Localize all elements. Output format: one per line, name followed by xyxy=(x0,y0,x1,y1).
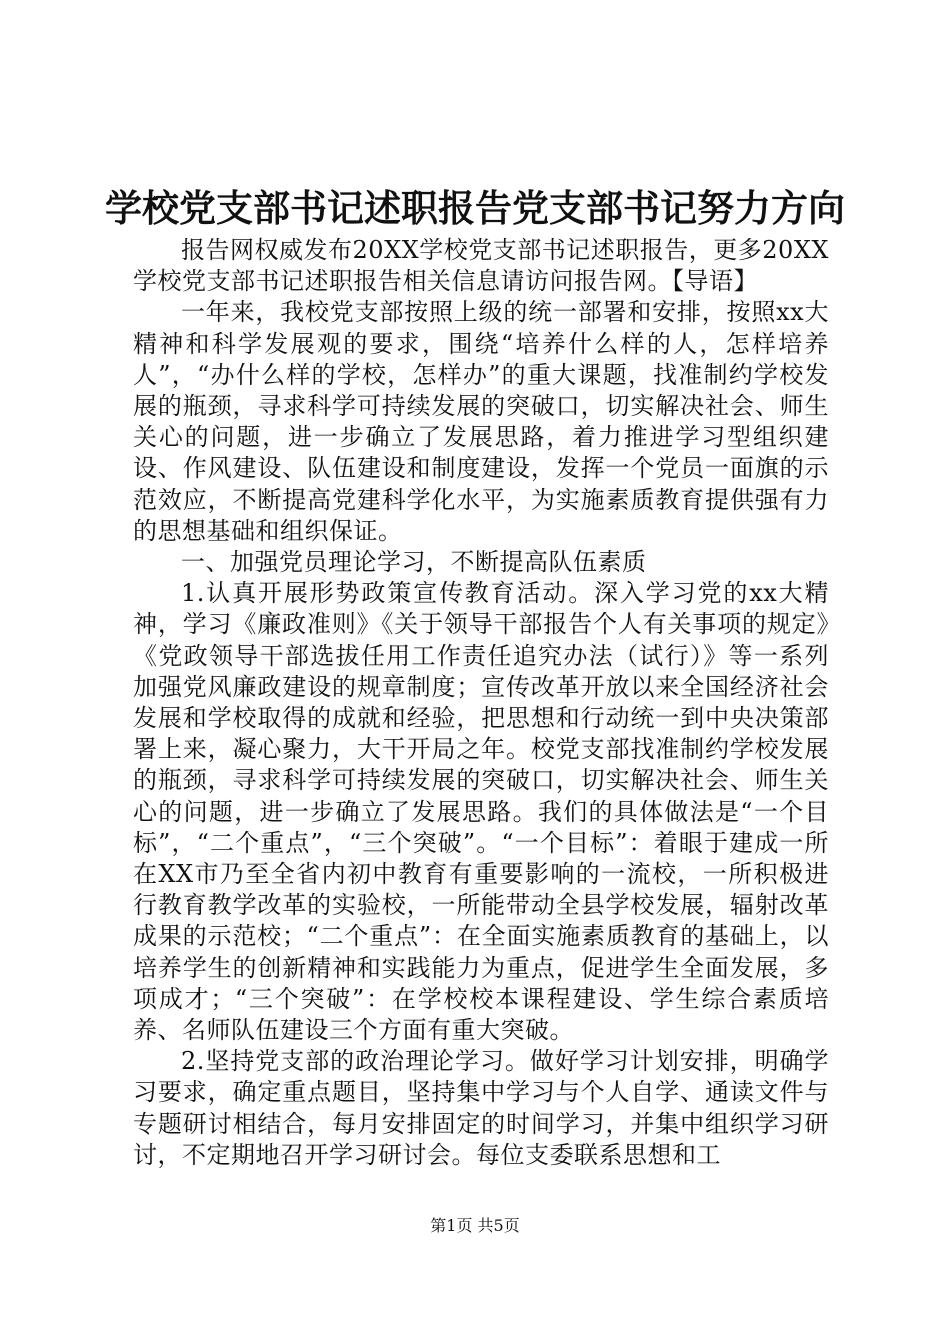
paragraph-overview: 一年来，我校党支部按照上级的统一部署和安排，按照xx大精神和科学发展观的要求，围绕“培养什么样的人，怎样培养人”，“办什么样的学校，怎样办”的重大课题，找准制约学校发展的瓶颈，寻求科学可持续发展的突破口，切实解决社会、师生关心的问题，进一步确立了发展思路，着力推进学习型组织建设、作风建设、队伍建设和制度建设，发挥一个党员一面旗的示范效应，不断提高党建科学化水平，为实施素质教育提供强有力的思想基础和组织保证。 xyxy=(133,298,829,545)
document-body xyxy=(133,235,829,1171)
page-number-footer: 第1页 共5页 xyxy=(430,1216,520,1235)
document-title: 学校党支部书记述职报告党支部书记努力方向 xyxy=(105,187,845,230)
section-heading-1: 一、加强党员理论学习，不断提高队伍素质 xyxy=(181,548,647,577)
paragraph-item-2: 2.坚持党支部的政治理论学习。做好学习计划安排，明确学习要求，确定重点题目，坚持集中学习与个人自学、通读文件与专题研讨相结合，每月安排固定的时间学习，并集中组织学习研讨，不定期地召开学习研讨会。每位支委联系思想和工 xyxy=(133,1047,829,1169)
paragraph-item-1: 1.认真开展形势政策宣传教育活动。深入学习党的xx大精神，学习《廉政准则》《关于领导干部报告个人有关事项的规定》《党政领导干部选拔任用工作责任追究办法（试行）》等一系列加强党风廉政建设的规章制度；宣传改革开放以来全国经济社会发展和学校取得的成就和经验，把思想和行动统一到中央决策部署上来，凝心聚力，大干开局之年。校党支部找准制约学校发展的瓶颈，寻求科学可持续发展的突破口，切实解决社会、师生关心的问题，进一步确立了发展思路。我们的具体做法是“一个目标”，“二个重点”，“三个突破”。“一个目标”：着眼于建成一所在XX市乃至全省内初中教育有重要影响的一流校，一所积极进行教育教学改革的实验校，一所能带动全县学校发展，辐射改革成果的示范校；“二个重点”：在全面实施素质教育的基础上，以培养学生的创新精神和实践能力为重点，促进学生全面发展，多项成才；“三个突破”：在学校校本课程建设、学生综合素质培养、名师队伍建设三个方面有重大突破。 xyxy=(133,579,829,1045)
paragraph-intro: 报告网权威发布20XX学校党支部书记述职报告，更多20XX学校党支部书记述职报告相关信息请访问报告网。【导语】 xyxy=(133,236,829,296)
